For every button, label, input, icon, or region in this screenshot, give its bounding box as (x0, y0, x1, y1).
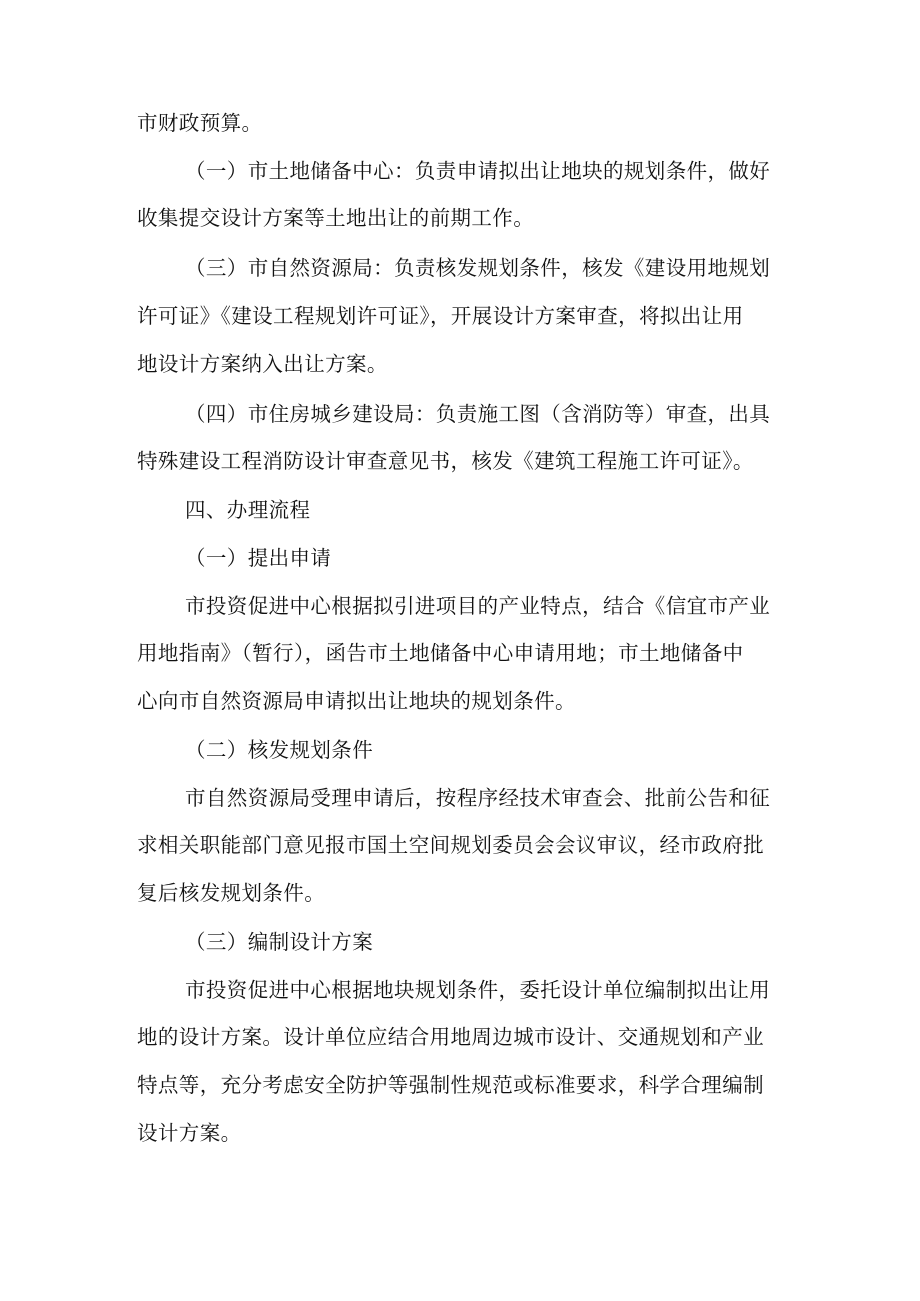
text-line: 地设计方案纳入出让方案。 (137, 352, 388, 376)
text-line: （一）市土地储备中心：负责申请拟出让地块的规划条件，做好 (185, 159, 771, 183)
text-line: 设计方案。 (137, 1121, 242, 1145)
subsection-heading: （一）提出申请 (185, 546, 332, 570)
subsection-heading: （二）核发规划条件 (185, 738, 374, 762)
subsection-heading: （三）编制设计方案 (185, 930, 374, 954)
text-line: 许可证》《建设工程规划许可证》，开展设计方案审查，将拟出让用 (137, 304, 744, 328)
text-line: 市投资促进中心根据地块规划条件，委托设计单位编制拟出让用 (185, 978, 771, 1002)
text-line: 求相关职能部门意见报市国土空间规划委员会会议审议，经市政府批 (137, 833, 764, 857)
text-line: 市投资促进中心根据拟引进项目的产业特点，结合《信宜市产业 (185, 594, 771, 618)
section-heading: 四、办理流程 (185, 498, 311, 522)
text-line: 特点等，充分考虑安全防护等强制性规范或标准要求，科学合理编制 (137, 1073, 764, 1097)
text-line: 用地指南》（暂行），函告市土地储备中心申请用地；市土地储备中 (137, 641, 744, 665)
text-line: 市财政预算。 (137, 111, 263, 135)
text-line: 复后核发规划条件。 (137, 881, 326, 905)
text-line: 市自然资源局受理申请后，按程序经技术审查会、批前公告和征 (185, 786, 771, 810)
text-line: （三）市自然资源局：负责核发规划条件，核发《建设用地规划 (185, 256, 771, 280)
text-line: 收集提交设计方案等土地出让的前期工作。 (137, 206, 535, 230)
text-line: （四）市住房城乡建设局：负责施工图（含消防等）审查，出具 (185, 402, 771, 426)
text-line: 特殊建设工程消防设计审查意见书，核发《建筑工程施工许可证》。 (137, 449, 754, 473)
text-line: 地的设计方案。设计单位应结合用地周边城市设计、交通规划和产业 (137, 1025, 764, 1049)
text-line: 心向市自然资源局申请拟出让地块的规划条件。 (137, 689, 576, 713)
